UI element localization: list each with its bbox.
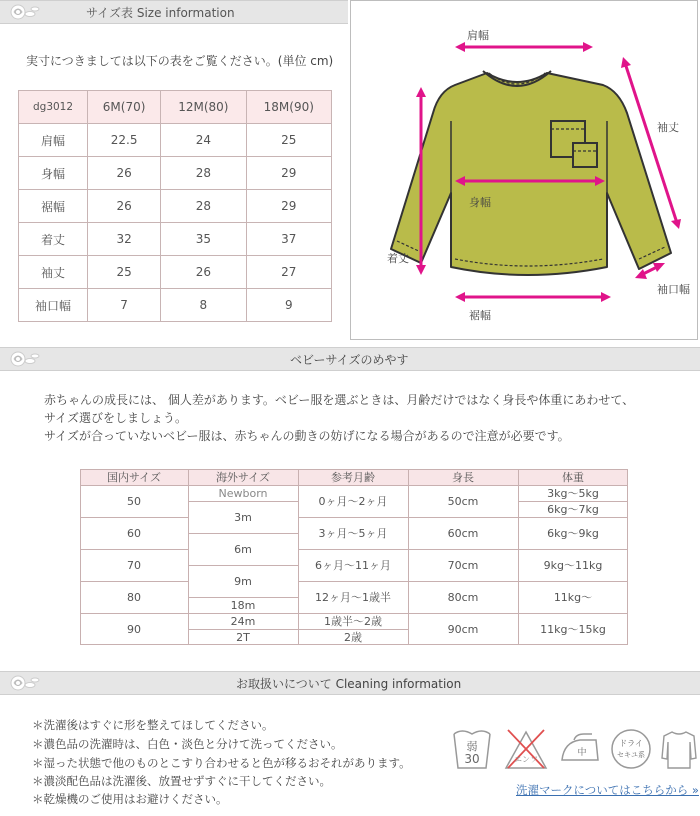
size-table-cell: 9 [246, 289, 331, 322]
label-length: 着丈 [387, 252, 409, 265]
height-cell: 50cm [447, 494, 479, 508]
cleaning-info-header [0, 671, 700, 695]
table-border [80, 485, 628, 486]
table-border [188, 597, 298, 598]
label-cuff: 袖口幅 [657, 283, 690, 296]
intro-line: サイズが合っていないベビー服は、赤ちゃんの動きの妨げになる場合があるので注意が必要です。 [44, 429, 570, 443]
size-table-cell: 22.5 [88, 124, 161, 157]
baby-size-guide-header [0, 347, 700, 371]
table-border [80, 549, 188, 550]
rose-icon [6, 2, 42, 22]
size-table-cell: 裾幅 [19, 190, 88, 223]
intro-line: 赤ちゃんの成長には、 個人差があります。ベビー服を選ぶときは、月齢だけではなく身長や体重にあわせて、 [44, 393, 635, 407]
care-item: ＊洗濯後はすぐに形を整えてほしてください。 [32, 718, 274, 732]
size-table-row [19, 256, 332, 289]
table-border [188, 469, 189, 645]
table-border [518, 581, 628, 582]
size-table-cell: 25 [246, 124, 331, 157]
domestic-size-cell: 70 [127, 558, 141, 572]
unit-note: 実寸につきましては以下の表をご覧ください。(単位 cm) [26, 54, 334, 68]
label-shoulder: 肩幅 [467, 29, 489, 42]
size-table-row [19, 157, 332, 190]
overseas-size-cell: 9m [234, 574, 252, 588]
hang-dry-icon [660, 728, 698, 770]
size-table-cell: 26 [88, 157, 161, 190]
size-table-row [19, 124, 332, 157]
care-symbols [452, 724, 698, 774]
dry-clean-icon [610, 728, 652, 770]
height-cell: 60cm [447, 526, 479, 540]
weight-cell: 6kg〜9kg [547, 527, 599, 540]
size-table-cell: 37 [246, 223, 331, 256]
size-table-cell: 27 [246, 256, 331, 289]
care-item: ＊湿った状態で他のものとこすり合わせると色が移るおそれがあります。 [32, 756, 411, 770]
care-item: ＊乾燥機のご使用はお避けください。 [32, 792, 228, 806]
overseas-size-cell: 18m [230, 598, 256, 612]
table-border [518, 501, 628, 502]
height-cell: 80cm [447, 590, 479, 604]
dry-bottom-label: セキユ系 [617, 751, 645, 759]
baby-table-header-cell: 海外サイズ [215, 471, 271, 484]
height-cell: 70cm [447, 558, 479, 572]
label-hem: 裾幅 [469, 309, 491, 322]
care-symbols-link[interactable]: 洗濯マークについてはこちらから » [516, 783, 699, 797]
overseas-size-cell: 2T [236, 630, 250, 644]
no-bleach-icon [504, 726, 548, 770]
dry-top-label: ドライ [619, 739, 643, 748]
baby-size-guide-title: ベビーサイズのめやす [290, 353, 409, 367]
size-table-cell: 袖口幅 [19, 289, 88, 322]
size-table-header-cell: 18M(90) [246, 91, 331, 124]
age-cell: 0ヶ月〜2ヶ月 [318, 495, 388, 508]
size-table-cell: 29 [246, 190, 331, 223]
domestic-size-cell: 60 [127, 526, 141, 540]
care-item: ＊濃色品の洗濯時は、白色・淡色と分けて洗ってください。 [32, 737, 343, 751]
baby-table-header-cell: 参考月齢 [331, 471, 375, 484]
table-border [518, 517, 628, 518]
size-table-cell: 26 [88, 190, 161, 223]
size-table-cell: 袖丈 [19, 256, 88, 289]
baby-size-table [80, 469, 628, 645]
weight-cell: 9kg〜11kg [543, 559, 603, 572]
age-cell: 12ヶ月〜1歳半 [315, 591, 391, 604]
size-table-cell: 7 [88, 289, 161, 322]
table-border [80, 469, 628, 470]
size-table-cell: 着丈 [19, 223, 88, 256]
rose-icon [6, 673, 42, 693]
height-cell: 90cm [447, 622, 479, 636]
table-border [298, 517, 408, 518]
size-info-title: サイズ表 Size information [86, 6, 235, 20]
size-table-cell: 28 [161, 190, 246, 223]
size-table-row [19, 289, 332, 322]
overseas-size-cell: 3m [234, 510, 252, 524]
size-table-cell: 26 [161, 256, 246, 289]
baby-table-header-cell: 体重 [562, 471, 584, 484]
measurement-diagram [350, 0, 698, 340]
table-border [298, 549, 408, 550]
bleach-label: エンソ [514, 755, 538, 764]
table-border [80, 517, 188, 518]
table-border [298, 469, 299, 645]
wash-30-weak-icon [452, 726, 492, 770]
table-border [298, 581, 408, 582]
overseas-size-cell: 24m [230, 614, 256, 628]
table-border [518, 613, 628, 614]
size-table-header-cell: 6M(70) [88, 91, 161, 124]
overseas-size-cell: Newborn [218, 486, 268, 500]
table-border [188, 533, 298, 534]
table-border [518, 469, 519, 645]
baby-table-header-cell: 国内サイズ [106, 471, 162, 484]
table-border [408, 581, 518, 582]
size-table-cell: 8 [161, 289, 246, 322]
table-border [298, 613, 408, 614]
table-border [188, 629, 298, 630]
overseas-size-cell: 6m [234, 542, 252, 556]
size-table-row [19, 223, 332, 256]
table-border [298, 629, 408, 630]
age-cell: 1歳半〜2歳 [324, 615, 382, 628]
size-table-header-cell: 12M(80) [161, 91, 246, 124]
table-border [80, 644, 628, 645]
garment-illustration [351, 1, 699, 341]
age-cell: 2歳 [344, 631, 362, 644]
iron-label: 中 [577, 748, 587, 758]
size-info-header [0, 0, 348, 24]
size-table [18, 90, 332, 322]
size-table-row [19, 190, 332, 223]
wash-temp-label: 30 [464, 752, 480, 766]
size-table-cell: 29 [246, 157, 331, 190]
weight-cell: 6kg〜7kg [547, 503, 599, 516]
table-border [408, 613, 518, 614]
table-border [188, 613, 298, 614]
table-border [80, 469, 81, 645]
table-border [408, 549, 518, 550]
table-border [80, 613, 188, 614]
size-table-cell: 35 [161, 223, 246, 256]
size-table-cell: 28 [161, 157, 246, 190]
table-border [188, 501, 298, 502]
weight-cell: 3kg〜5kg [547, 487, 599, 500]
table-border [188, 565, 298, 566]
size-table-cell: 身幅 [19, 157, 88, 190]
table-border [408, 469, 409, 645]
size-table-cell: 24 [161, 124, 246, 157]
size-table-header-row [19, 91, 332, 124]
baby-table-header-cell: 身長 [452, 471, 474, 484]
domestic-size-cell: 90 [127, 622, 141, 636]
iron-medium-icon [558, 730, 602, 766]
wash-weak-label: 弱 [466, 740, 478, 753]
intro-line: サイズ選びをしましょう。 [44, 411, 188, 425]
size-table-cell: 肩幅 [19, 124, 88, 157]
size-table-header-cell: dg3012 [19, 91, 88, 124]
weight-cell: 11kg〜15kg [540, 623, 606, 636]
care-item: ＊濃淡配色品は洗濯後、放置せずすぐに干してください。 [32, 774, 331, 788]
size-table-cell: 25 [88, 256, 161, 289]
domestic-size-cell: 50 [127, 494, 141, 508]
label-body-width: 身幅 [469, 196, 491, 209]
table-border [627, 469, 628, 645]
table-border [408, 517, 518, 518]
label-sleeve: 袖丈 [657, 121, 679, 134]
table-border [518, 549, 628, 550]
weight-cell: 11kg〜 [553, 591, 593, 604]
age-cell: 6ヶ月〜11ヶ月 [315, 559, 391, 572]
cleaning-info-title: お取扱いについて Cleaning information [236, 677, 462, 691]
domestic-size-cell: 80 [127, 590, 141, 604]
age-cell: 3ヶ月〜5ヶ月 [318, 527, 388, 540]
rose-icon [6, 349, 42, 369]
table-border [80, 581, 188, 582]
size-table-cell: 32 [88, 223, 161, 256]
